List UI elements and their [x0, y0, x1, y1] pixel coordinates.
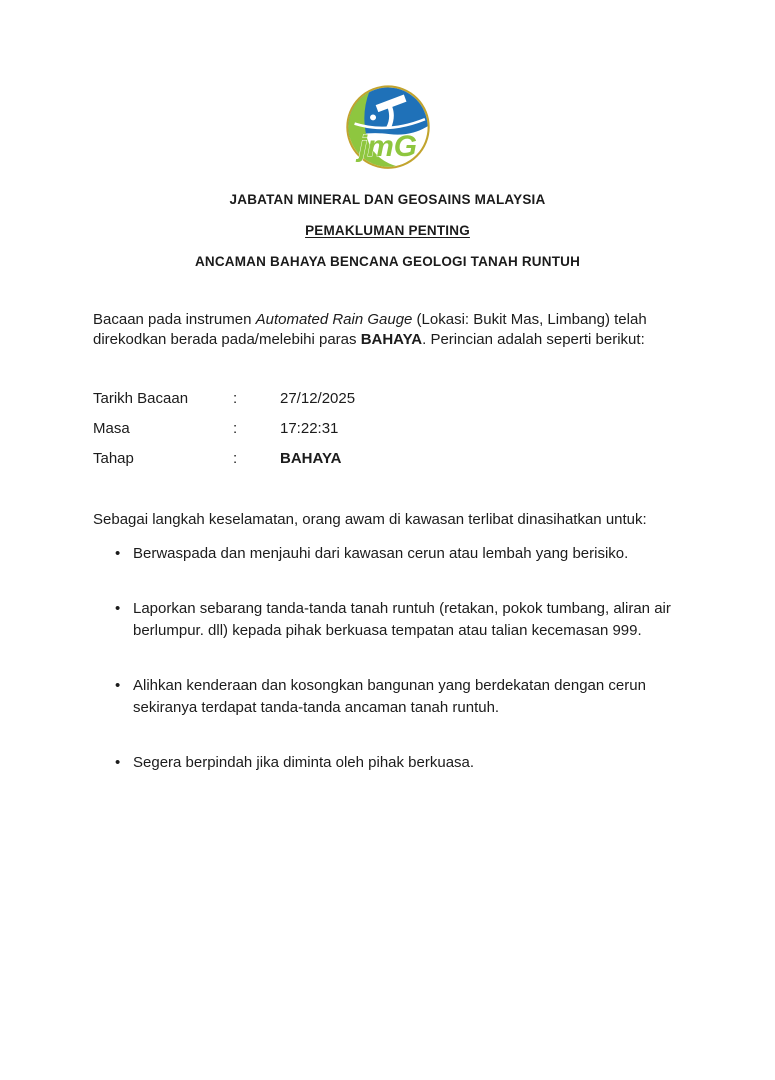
advisory-item-1: • Berwaspada dan menjauhi dari kawasan cerun atau lembah yang berisiko.	[93, 543, 683, 565]
jmg-logo-text: jmG	[358, 130, 417, 164]
document-header	[0, 0, 775, 269]
advisory-lead: Sebagai langkah keselamatan, orang awam di kawasan terlibat dinasihatkan untuk:	[93, 511, 647, 528]
instrument-name: Automated Rain Gauge	[255, 311, 413, 328]
heading-block	[0, 192, 775, 269]
advisory-list	[93, 543, 683, 774]
advisory-item-4: • Segera berpindah jika diminta oleh pihak berkuasa.	[93, 752, 683, 774]
document-body	[0, 310, 775, 774]
level-separator: :	[233, 450, 238, 467]
intro-paragraph	[93, 310, 683, 349]
detail-row-level	[93, 450, 683, 468]
time-value: 17:22:31	[280, 420, 339, 437]
time-separator: :	[233, 420, 238, 437]
intro-text-2: (Lokasi: Bukit Mas, Limbang) telah direkodkan berada pada/melebihi paras	[93, 311, 647, 348]
alert-level-inline: BAHAYA	[360, 330, 423, 348]
date-separator: :	[233, 390, 238, 407]
detail-row-time	[93, 420, 683, 438]
notice-type-title: PEMAKLUMAN PENTING	[305, 223, 470, 238]
advisory-item-2: • Laporkan sebarang tanda-tanda tanah runtuh (retakan, pokok tumbang, aliran air berlumpur. dll) kepada pihak berkuasa tempatan atau talian kecemasan 999.	[93, 598, 683, 642]
level-value: BAHAYA	[280, 450, 342, 467]
date-value: 27/12/2025	[280, 390, 356, 407]
jmg-logo	[343, 84, 433, 172]
advisory-item-3: • Alihkan kenderaan dan kosongkan bangunan yang berdekatan dengan cerun sekiranya terdapat tanda-tanda ancaman tanah runtuh.	[93, 675, 683, 719]
time-label: Masa	[93, 420, 130, 437]
detail-row-date	[93, 390, 683, 408]
level-label: Tahap	[93, 450, 134, 467]
reading-details	[93, 390, 683, 468]
date-label: Tarikh Bacaan	[93, 390, 189, 407]
subject-title: ANCAMAN BAHAYA BENCANA GEOLOGI TANAH RUNTUH	[194, 254, 581, 269]
intro-text-1: Bacaan pada instrumen	[93, 311, 256, 328]
intro-text-3: . Perincian adalah seperti berikut:	[422, 330, 645, 348]
jmg-logo-icon	[343, 84, 433, 172]
agency-title: JABATAN MINERAL DAN GEOSAINS MALAYSIA	[229, 192, 546, 207]
